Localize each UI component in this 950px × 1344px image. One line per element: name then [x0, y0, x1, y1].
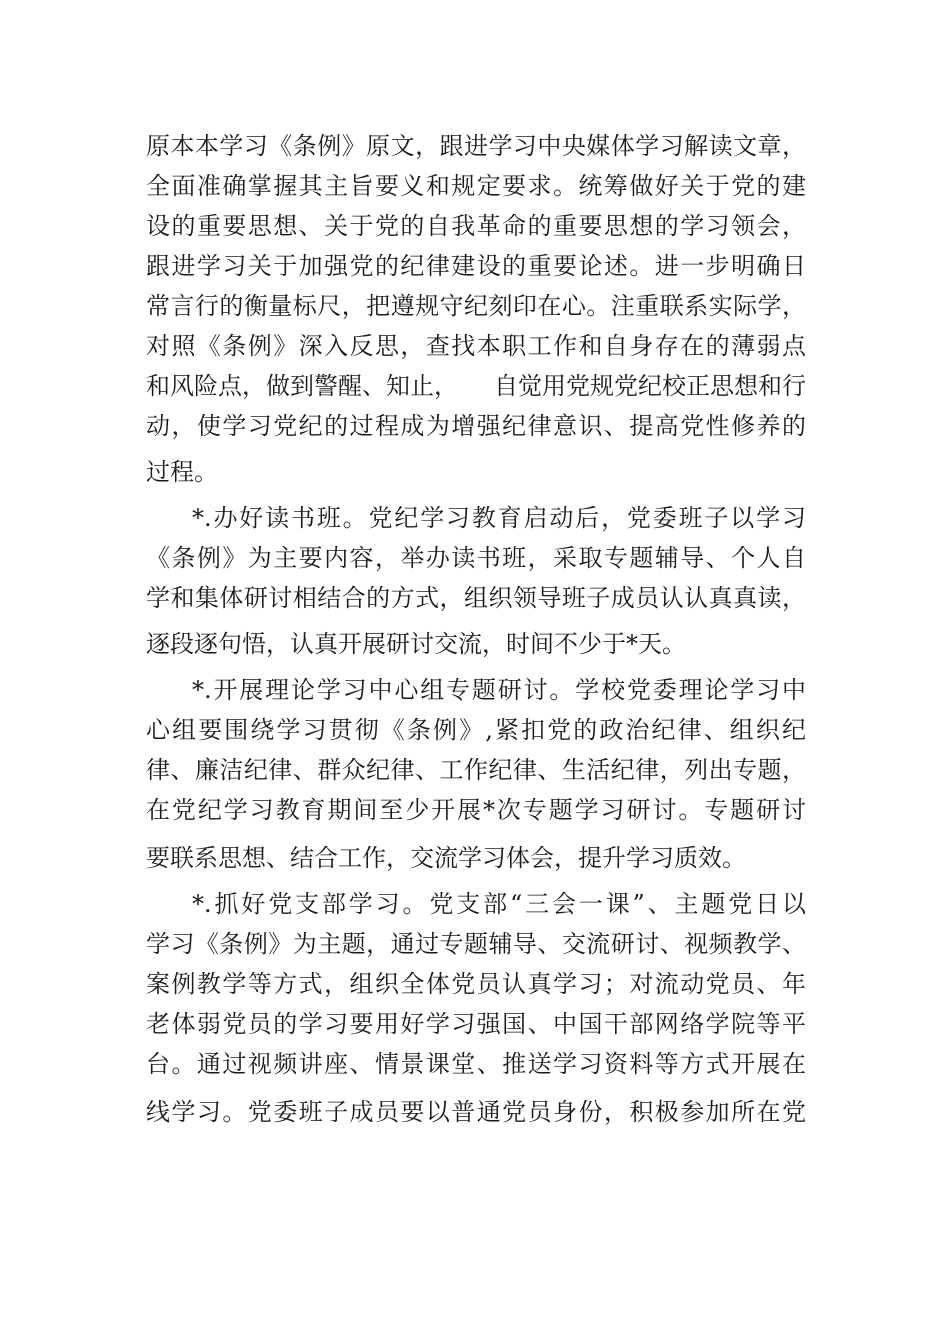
- text-line: 要联系思想、结合工作，交流学习体会，提升学习质效。: [146, 844, 746, 872]
- text-line: 对照《条例》深入反思，查找本职工作和自身存在的薄弱点: [146, 332, 806, 360]
- text-line: 老体弱党员的学习要用好学习强国、中国干部网络学院等平: [146, 1010, 806, 1038]
- text-line: 和风险点，做到警醒、知止， 自觉用党规党纪校正思想和行: [146, 372, 806, 400]
- text-line: 案例教学等方式，组织全体党员认真学习；对流动党员、年: [146, 970, 806, 998]
- text-line: *.抓好党支部学习。党支部“三会一课”、主题党日以: [192, 890, 806, 918]
- text-line: 学和集体研讨相结合的方式，组织领导班子成员认认真真读，: [146, 584, 806, 612]
- text-line: 常言行的衡量标尺，把遵规守纪刻印在心。注重联系实际学，: [146, 292, 806, 320]
- text-line: 在党纪学习教育期间至少开展*次专题学习研讨。专题研讨: [146, 796, 806, 824]
- text-line: 过程。: [146, 458, 218, 486]
- text-line: 《条例》为主要内容，举办读书班，采取专题辅导、个人自: [146, 544, 806, 572]
- text-line: *.办好读书班。党纪学习教育启动后，党委班子以学习: [192, 504, 806, 532]
- text-line: *.开展理论学习中心组专题研讨。学校党委理论学习中: [192, 676, 806, 704]
- text-line: 逐段逐句悟，认真开展研讨交流，时间不少于*天。: [146, 630, 686, 658]
- text-line: 动，使学习党纪的过程成为增强纪律意识、提高党性修养的: [146, 412, 806, 440]
- text-line: 律、廉洁纪律、群众纪律、工作纪律、生活纪律，列出专题，: [146, 756, 806, 784]
- text-line: 全面准确掌握其主旨要义和规定要求。统筹做好关于党的建: [146, 172, 806, 200]
- text-line: 原本本学习《条例》原文，跟进学习中央媒体学习解读文章，: [146, 132, 806, 160]
- text-line: 学习《条例》为主题，通过专题辅导、交流研讨、视频教学、: [146, 930, 806, 958]
- text-line: 心组要围绕学习贯彻《条例》,紧扣党的政治纪律、组织纪: [146, 716, 806, 744]
- text-line: 线学习。党委班子成员要以普通党员身份，积极参加所在党: [146, 1098, 806, 1126]
- text-line: 台。通过视频讲座、情景课堂、推送学习资料等方式开展在: [146, 1050, 806, 1078]
- text-line: 跟进学习关于加强党的纪律建设的重要论述。进一步明确日: [146, 252, 806, 280]
- text-line: 设的重要思想、关于党的自我革命的重要思想的学习领会，: [146, 212, 806, 240]
